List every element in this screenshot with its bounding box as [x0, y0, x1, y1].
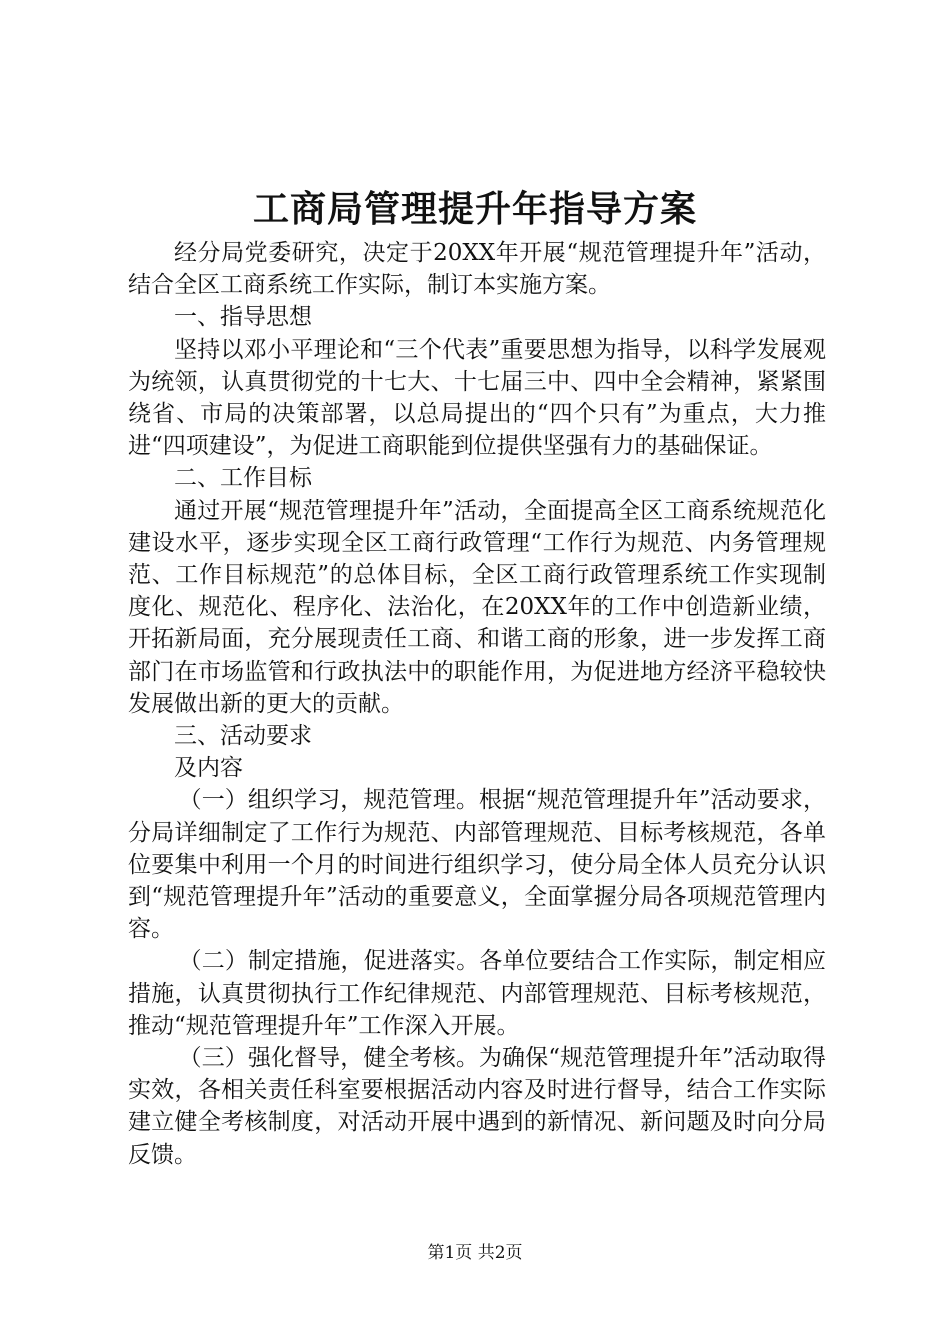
section-heading-continuation: 及内容 [174, 755, 243, 782]
item-two-paragraph: （二）制定措施，促进落实。各单位要结合工作实际，制定相应措施，认真贯彻执行工作纪律规范、内部管理规范、目标考核规范，推动“规范管理提升年”工作深入开展。 [128, 948, 826, 1039]
section-heading-activity-requirements: 三、活动要求 [174, 723, 312, 750]
section-heading-guiding-ideology: 一、指导思想 [174, 304, 312, 331]
page-number-footer: 第1页 共2页 [427, 1243, 523, 1263]
section-heading-work-goals: 二、工作目标 [174, 465, 312, 492]
document-body [128, 237, 826, 1171]
guiding-ideology-paragraph: 坚持以邓小平理论和“三个代表”重要思想为指导，以科学发展观为统领，认真贯彻党的十七大、十七届三中、四中全会精神，紧紧围绕省、市局的决策部署，以总局提出的“四个只有”为重点，大力推进“四项建设”，为促进工商职能到位提供坚强有力的基础保证。 [128, 336, 826, 460]
intro-paragraph: 经分局党委研究，决定于20XX年开展“规范管理提升年”活动，结合全区工商系统工作实际，制订本实施方案。 [128, 240, 826, 299]
work-goals-paragraph: 通过开展“规范管理提升年”活动，全面提高全区工商系统规范化建设水平，逐步实现全区工商行政管理“工作行为规范、内务管理规范、工作目标规范”的总体目标，全区工商行政管理系统工作实现制度化、规范化、程序化、法治化，在20XX年的工作中创造新业绩，开拓新局面，充分展现责任工商、和谐工商的形象，进一步发挥工商部门在市场监管和行政执法中的职能作用，为促进地方经济平稳较快发展做出新的更大的贡献。 [128, 497, 826, 717]
item-one-paragraph: （一）组织学习，规范管理。根据“规范管理提升年”活动要求，分局详细制定了工作行为规范、内部管理规范、目标考核规范，各单位要集中利用一个月的时间进行组织学习，使分局全体人员充分认识到“规范管理提升年”活动的重要意义，全面掌握分局各项规范管理内容。 [128, 787, 826, 943]
document-title: 工商局管理提升年指导方案 [252, 188, 697, 230]
item-three-paragraph: （三）强化督导，健全考核。为确保“规范管理提升年”活动取得实效，各相关责任科室要根据活动内容及时进行督导，结合工作实际建立健全考核制度，对活动开展中遇到的新情况、新问题及时向分局反馈。 [128, 1045, 826, 1168]
